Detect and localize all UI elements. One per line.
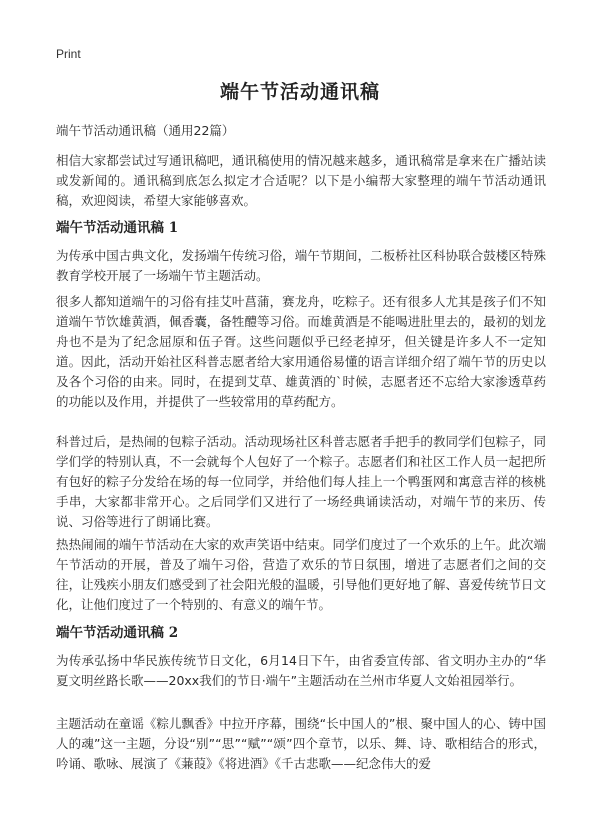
section-1-paragraph-2: 很多人都知道端午的习俗有挂艾叶菖蒲，赛龙舟，吃粽子。还有很多人尤其是孩子们不知道端午节饮雄黄酒，佩香囊，备牲醴等习俗。而雄黄酒是不能喝进肚里去的，最初的划龙舟也不是为了纪念屈原和伍子胥。这些问题似乎已经老掉牙，但关键是许多人不一定知道。因此，活动开始社区科普志愿者给大家用通俗易懂的语言详细介绍了端午节的历史以及各个习俗的由来。同时，在提到艾草、雄黄酒的`时候，志愿者还不忘给大家渗透草药的功能以及作用，并提供了一些较常用的草药配方。 [56, 294, 546, 409]
section-1-paragraph-1: 为传承中国古典文化，发扬端午传统习俗，端午节期间，二板桥社区科协联合鼓楼区特殊教育学校开展了一场端午节主题活动。 [56, 248, 546, 283]
section-1-paragraph-4: 热热闹闹的端午节活动在大家的欢声笑语中结束。同学们度过了一个欢乐的上午。此次端午节活动的开展，普及了端午习俗，营造了欢乐的节日氛围，增进了志愿者们之间的交往，让残疾小朋友们感受到了社会阳光般的温暖，引导他们更好地了解、喜爱传统节日文化，让他们度过了一个特别的、有意义的端午节。 [56, 537, 546, 612]
section-2-paragraph-1: 为传承弘扬中华民族传统节日文化，6月14日下午，由省委宣传部、省文明办主办的“华夏文明丝路长歌——20xx我们的节日·端午”主题活动在兰州市华夏人文始祖园举行。 [56, 653, 546, 688]
section-heading-2: 端午节活动通讯稿 2 [56, 625, 179, 641]
section-1-paragraph-3: 科普过后，是热闹的包粽子活动。活动现场社区科普志愿者手把手的教同学们包粽子，同学们学的特别认真，不一会就每个人包好了一个粽子。志愿者们和社区工作人员一起把所有包好的粽子分发给在场的每一位同学，并给他们每人挂上一个鸭蛋网和寓意吉祥的核桃手串，大家都非常开心。之后同学们又进行了一场经典诵读活动，对端午节的来历、传说、习俗等进行了朗诵比赛。 [56, 434, 546, 529]
print-link[interactable]: Print [56, 47, 81, 61]
section-2-paragraph-2: 主题活动在童谣《粽儿飘香》中拉开序幕，围绕“长中国人的”根、聚中国人的心、铸中国人的魂”这一主题，分设“别”“思”“赋”“颂”四个章节，以乐、舞、诗、歌相结合的形式，吟诵、歌咏、展演了《蒹葭》《将进酒》《千古悲歌——纪念伟大的爱 [56, 716, 546, 771]
page-title: 端午节活动通讯稿 [219, 81, 380, 103]
section-heading-1: 端午节活动通讯稿 1 [56, 220, 179, 236]
intro-paragraph: 相信大家都尝试过写通讯稿吧，通讯稿使用的情况越来越多，通讯稿常是拿来在广播站读或发新闻的。通讯稿到底怎么拟定才合适呢？以下是小编帮大家整理的端午节活动通讯稿，欢迎阅读，希望大家能够喜欢。 [56, 153, 546, 208]
document-subtitle: 端午节活动通讯稿（通用22篇） [56, 123, 235, 138]
